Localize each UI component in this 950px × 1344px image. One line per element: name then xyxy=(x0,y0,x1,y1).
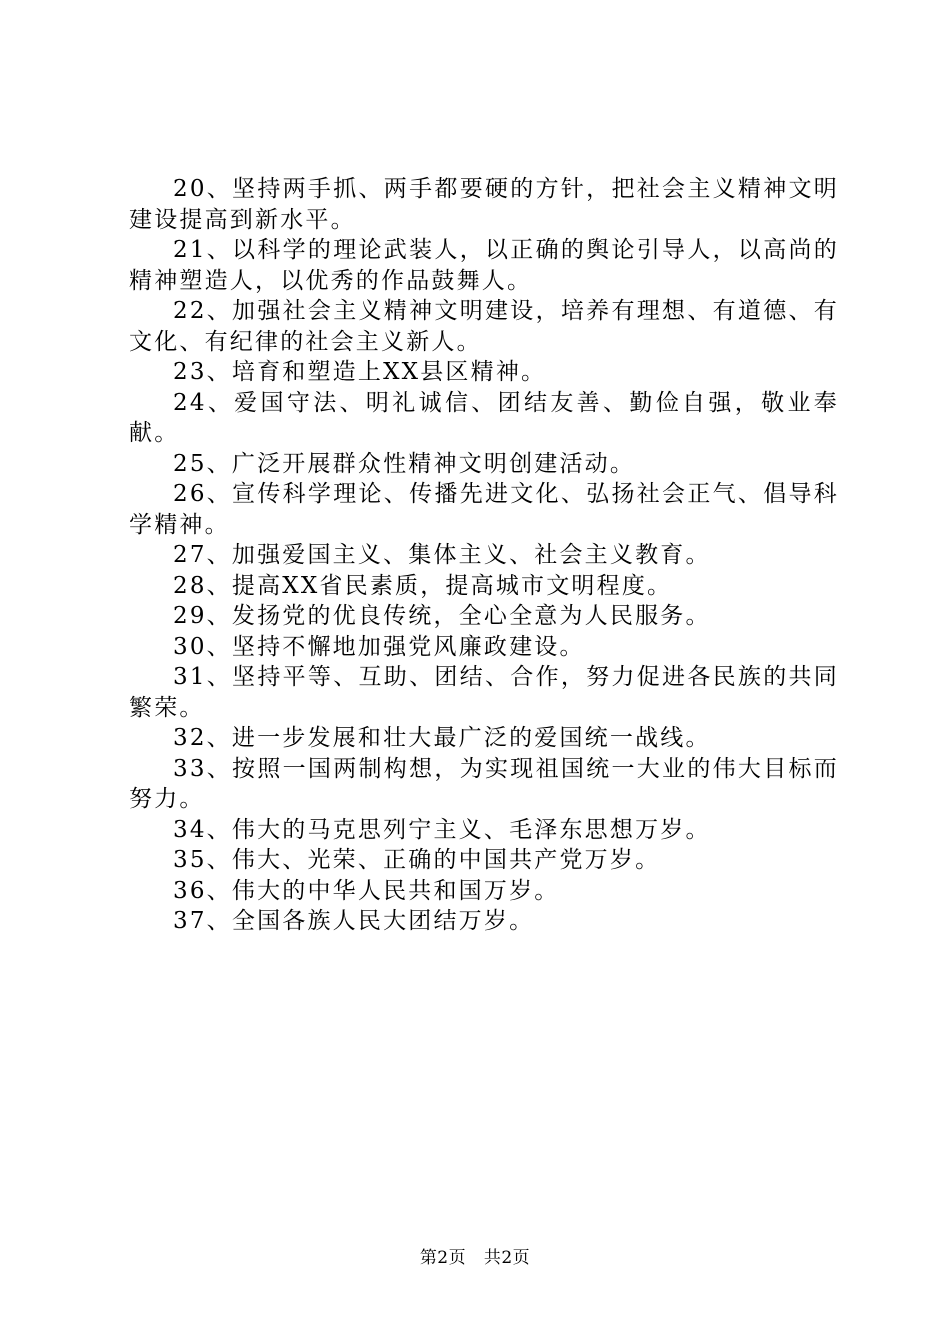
paragraph-32: 32、进一步发展和壮大最广泛的爱国统一战线。 xyxy=(173,725,711,751)
paragraph-25: 25、广泛开展群众性精神文明创建活动。 xyxy=(173,450,636,477)
paragraph-26: 26、宣传科学理论、传播先进文化、弘扬社会正气、倡导科学精神。 xyxy=(129,481,839,538)
paragraph-31: 31、坚持平等、互助、团结、合作，努力促进各民族的共同繁荣。 xyxy=(129,664,839,721)
paragraph-27: 27、加强爱国主义、集体主义、社会主义教育。 xyxy=(173,542,711,568)
document-body xyxy=(129,174,839,937)
paragraph-24: 24、爱国守法、明礼诚信、团结友善、勤俭自强，敬业奉献。 xyxy=(129,389,839,446)
paragraph-29: 29、发扬党的优良传统，全心全意为人民服务。 xyxy=(173,603,711,629)
paragraph-21: 21、以科学的理论武装人，以正确的舆论引导人，以高尚的精神塑造人，以优秀的作品鼓舞人。 xyxy=(129,237,839,294)
page-number: 第2页 xyxy=(419,1248,467,1268)
page-footer xyxy=(0,1243,950,1268)
paragraph-23: 23、培育和塑造上XX县区精神。 xyxy=(173,359,547,385)
paragraph-35: 35、伟大、光荣、正确的中国共产党万岁。 xyxy=(173,847,661,873)
paragraph-28: 28、提高XX省民素质，提高城市文明程度。 xyxy=(173,572,673,599)
page-separator xyxy=(472,1248,478,1268)
paragraph-20: 20、坚持两手抓、两手都要硬的方针，把社会主义精神文明建设提高到新水平。 xyxy=(129,176,839,233)
paragraph-36: 36、伟大的中华人民共和国万岁。 xyxy=(173,877,560,904)
paragraph-30: 30、坚持不懈地加强党风廉政建设。 xyxy=(173,633,585,660)
paragraph-33: 33、按照一国两制构想，为实现祖国统一大业的伟大目标而努力。 xyxy=(129,755,839,812)
paragraph-37: 37、全国各族人民大团结万岁。 xyxy=(173,908,535,934)
paragraph-34: 34、伟大的马克思列宁主义、毛泽东思想万岁。 xyxy=(173,816,711,843)
paragraph-22: 22、加强社会主义精神文明建设，培养有理想、有道德、有文化、有纪律的社会主义新人。 xyxy=(129,298,839,355)
page-total: 共2页 xyxy=(483,1248,531,1268)
